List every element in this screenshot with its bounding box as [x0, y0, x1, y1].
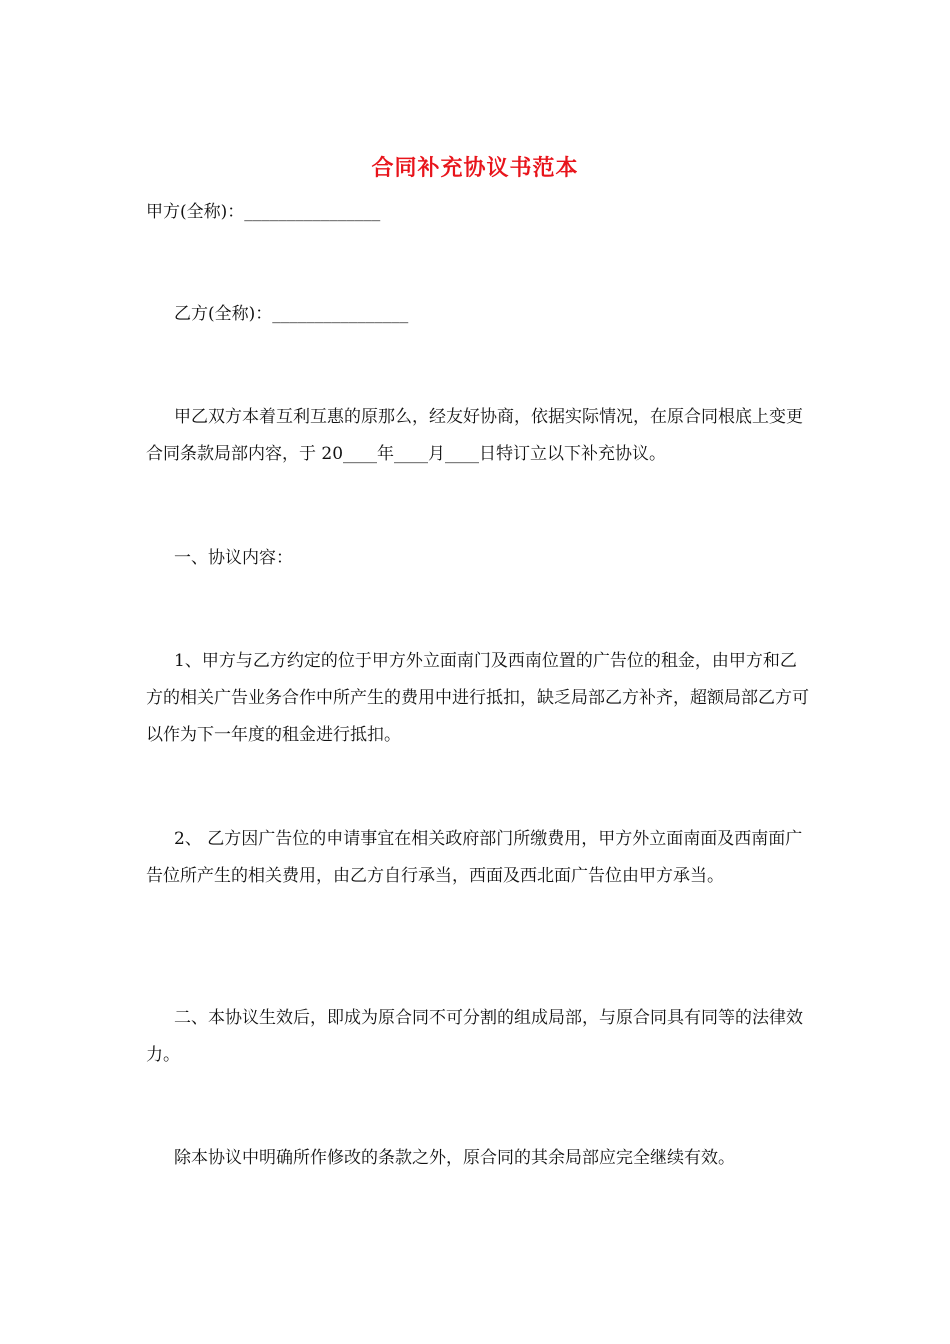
- preamble-paragraph: 甲乙双方本着互利互惠的原那么，经友好协商，依据实际情况，在原合同根底上变更合同条款局部内容，于 20____年____月____日特订立以下补充协议。: [146, 407, 803, 464]
- document-title: 合同补充协议书范本: [371, 155, 579, 181]
- closing-paragraph: 除本协议中明确所作修改的条款之外，原合同的其余局部应完全继续有效。: [174, 1148, 735, 1168]
- clause-2-paragraph: 2、 乙方因广告位的申请事宜在相关政府部门所缴费用，甲方外立面南面及西南面广告位所产生的相关费用，由乙方自行承当，西面及西北面广告位由甲方承当。: [146, 829, 803, 886]
- party-b-line: 乙方(全称)：________________: [174, 304, 409, 324]
- section-2-paragraph: 二、本协议生效后，即成为原合同不可分割的组成局部，与原合同具有同等的法律效力。: [146, 1008, 803, 1065]
- clause-1-paragraph: 1、甲方与乙方约定的位于甲方外立面南门及西南位置的广告位的租金，由甲方和乙方的相关广告业务合作中所产生的费用中进行抵扣，缺乏局部乙方补齐，超额局部乙方可以作为下一年度的租金进行抵扣。: [146, 651, 809, 745]
- party-a-line: 甲方(全称)：________________: [146, 202, 381, 222]
- section-1-heading: 一、协议内容：: [174, 548, 293, 568]
